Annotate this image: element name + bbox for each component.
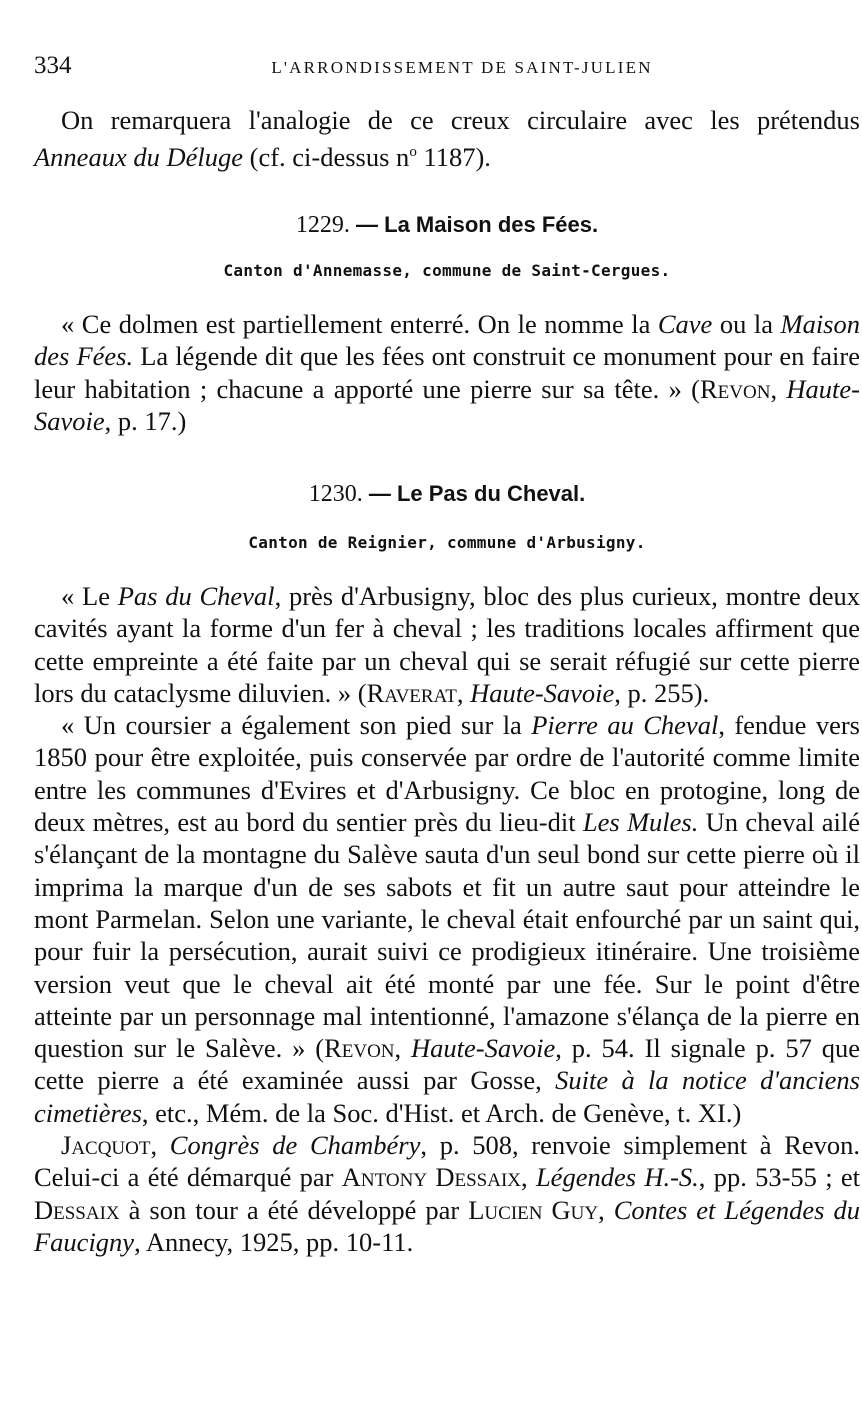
entry-title: 1230. — Le Pas du Cheval. [308,481,586,507]
entry-1229-location [34,261,860,280]
entry-1230-heading [34,481,860,508]
entry-1230-text [34,580,860,1258]
page-header [34,52,860,88]
entry-paragraph: « Un coursier a également son pied sur la Pierre au Cheval, fendue vers 1850 pour être exploitée, puis conservée par ordre de l'autorité comme limite entre les communes d'Evires et d'Arbusigny. Ce bloc en protogine, long de deux mètres, est au bord du sentier près du lieu-dit Les Mules. Un cheval ailé s'élançant de la montagne du Salève sauta d'un seul bond sur cette pierre où il imprima la marque d'un de ses sabots et fit un autre saut pour atteindre le mont Parmelan. Selon une variante, le cheval était enfourché par un saint qui, pour fuir la persécution, aurait suivi ce prodigieux itinéraire. Une troisième version veut que le cheval ait été monté par une fée. Sur le point d'être atteinte par un personnage mal intentionné, l'amazone s'élança de la pierre en question sur le Salève. » (Revon, Haute-Savoie, p. 54. Il signale p. 57 que cette pierre a été examinée aussi par Gosse, Suite à la notice d'anciens cimetières, etc., Mém. de la Soc. d'Hist. et Arch. de Genève, t. XI.) [34,710,860,1128]
entry-1229-heading [34,212,860,239]
entry-1230-location [34,533,860,552]
entry-paragraph: « Ce dolmen est partiellement enterré. On le nomme la Cave ou la Maison des Fées. La légende dit que les fées ont construit ce monument pour en faire leur habitation ; chacune a apporté une pierre sur sa tête. » (Revon, Haute-Savoie, p. 17.) [34,309,861,436]
intro-paragraph: On remarquera l'analogie de ce creux circulaire avec les prétendus Anneaux du Déluge (cf. ci-dessus $n^o$ 1187). [34,105,860,173]
entry-paragraph: Jacquot, Congrès de Chambéry, p. 508, renvoie simplement à Revon. Celui-ci a été démarqué par Antony Dessaix, Légendes H.-S., pp. 53-55 ; et Dessaix à son tour a été développé par Lucien Guy, Contes et Légendes du Faucigny, Annecy, 1925, pp. 10-11. [34,1130,861,1257]
page-number: 334 [34,52,72,79]
entry-paragraph: « Le Pas du Cheval, près d'Arbusigny, bloc des plus curieux, montre deux cavités ayant la forme d'un fer à cheval ; les traditions locales affirment que cette empreinte a été faite par un cheval qui se serait réfugié sur cette pierre lors du cataclysme diluvien. » (Raverat, Haute-Savoie, p. 255). [34,581,861,708]
entry-1229-text [34,308,860,437]
entry-title: 1229. — La Maison des Fées. [295,212,599,238]
intro-paragraph-block [34,104,860,173]
entry-location: Canton de Reignier, commune d'Arbusigny. [248,533,646,552]
running-title: L'ARRONDISSEMENT DE SAINT-JULIEN [271,58,653,77]
entry-location: Canton d'Annemasse, commune de Saint-Cergues. [223,261,671,280]
